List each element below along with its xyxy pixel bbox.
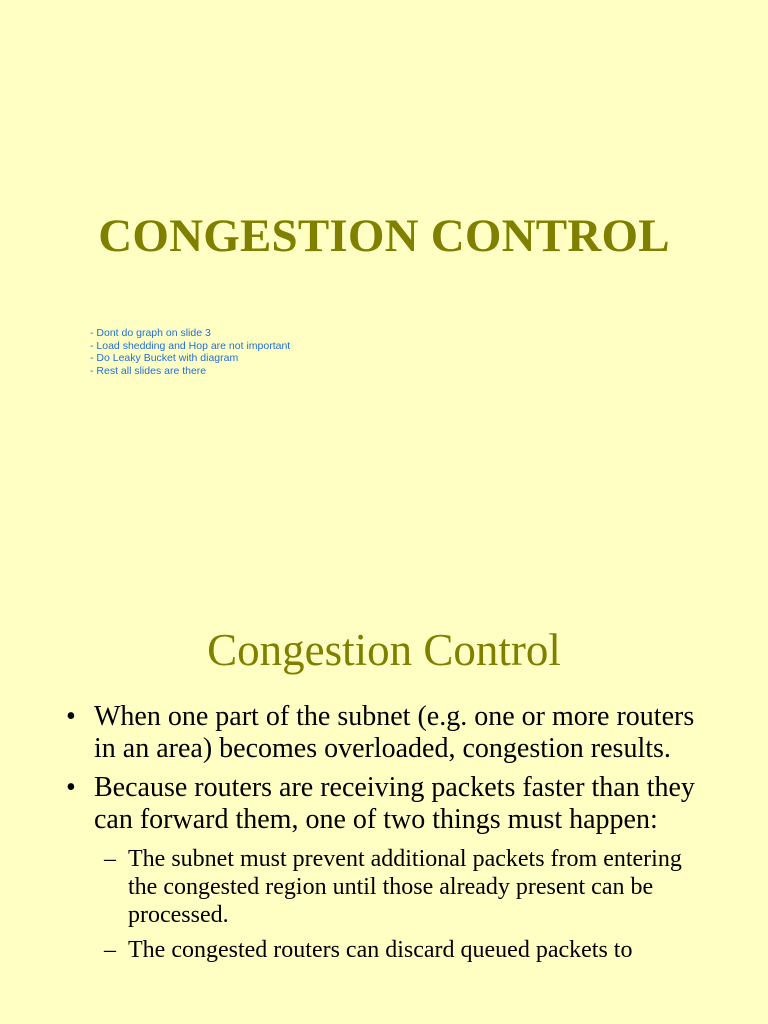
- bullet-list: [66, 701, 706, 971]
- note-line: - Do Leaky Bucket with diagram: [90, 352, 239, 364]
- bullet-marker: •: [66, 772, 76, 803]
- bullet-text: When one part of the subnet (e.g. one or more routers in an area) becomes overloaded, congestion results.: [94, 701, 695, 764]
- speaker-notes: [90, 327, 290, 377]
- sub-bullet-list: [104, 845, 706, 964]
- note-line: - Dont do graph on slide 3: [90, 327, 211, 339]
- note-line: - Load shedding and Hop are not important: [90, 339, 291, 352]
- sub-bullet-item: [104, 845, 706, 929]
- main-title: CONGESTION CONTROL: [98, 210, 670, 262]
- bullet-text: Because routers are receiving packets faster than they can forward them, one of two things must happen:: [94, 772, 695, 835]
- dash-marker: –: [104, 846, 116, 872]
- dash-marker: –: [104, 937, 116, 963]
- bullet-marker: •: [66, 701, 76, 732]
- slide-title: Congestion Control: [207, 625, 561, 675]
- note-line: - Rest all slides are there: [90, 364, 207, 377]
- bullet-item: [66, 701, 706, 765]
- sub-bullet-text: The subnet must prevent additional packets from entering the congested region until those already present can be processed.: [128, 846, 682, 928]
- bullet-item: [66, 772, 706, 964]
- content-slide: [0, 560, 768, 1024]
- sub-bullet-text: The congested routers can discard queued packets to: [128, 937, 633, 963]
- sub-bullet-item: [104, 936, 706, 964]
